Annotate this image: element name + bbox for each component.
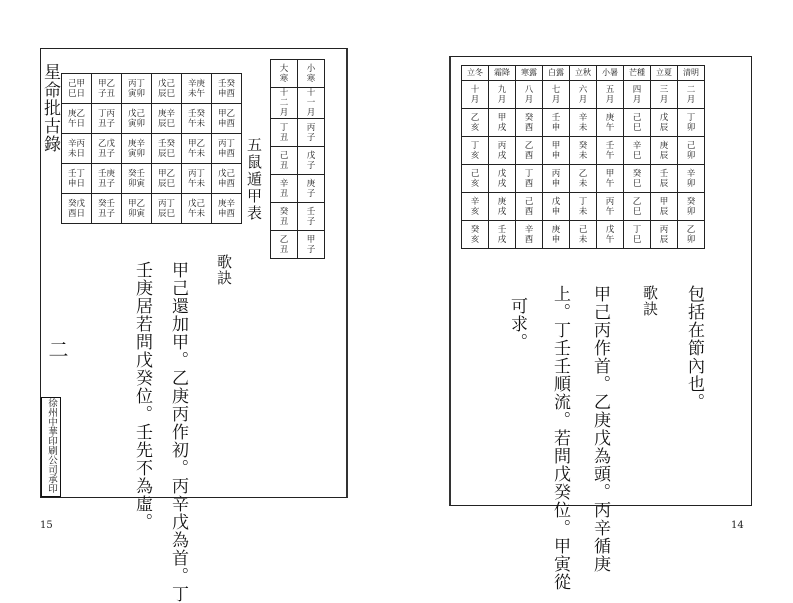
- header-cell: 清明: [678, 66, 705, 81]
- months-cell: 壬 子: [298, 203, 325, 231]
- month-cell: 四 月: [624, 81, 651, 109]
- table-cell: 甲 戌: [489, 109, 516, 137]
- grid-cell: 壬丁 申日: [62, 164, 92, 194]
- table-cell: 己 未: [570, 221, 597, 249]
- grid-cell: 戊己 辰巳: [152, 74, 182, 104]
- grid-cell: 丙丁 辰巳: [152, 194, 182, 224]
- grid-cell: 甲乙 午未: [182, 134, 212, 164]
- months-cell: 大 寒: [271, 60, 298, 88]
- months-row: [271, 147, 325, 175]
- grid-cell: 壬庚 丑子: [92, 164, 122, 194]
- grid-cell: 庚乙 午日: [62, 104, 92, 134]
- table-row: [462, 221, 705, 249]
- table-cell: 庚 辰: [651, 137, 678, 165]
- page-number: 14: [731, 520, 744, 531]
- month-cell: 八 月: [516, 81, 543, 109]
- header-cell: 立夏: [651, 66, 678, 81]
- grid-cell: 辛庚 未午: [182, 74, 212, 104]
- table-cell: 丙 午: [597, 193, 624, 221]
- months-cell: 庚 子: [298, 175, 325, 203]
- table-cell: 丁 未: [570, 193, 597, 221]
- table-cell: 乙 巳: [624, 193, 651, 221]
- grid-cell: 甲乙 申酉: [212, 104, 242, 134]
- verse-column: 可求。: [507, 297, 527, 351]
- song-label: 歌訣: [641, 285, 659, 317]
- month-cell: 三 月: [651, 81, 678, 109]
- table-cell: 壬 申: [543, 109, 570, 137]
- months-row: [271, 231, 325, 259]
- header-cell: 寒露: [516, 66, 543, 81]
- table-cell: 辛 卯: [678, 165, 705, 193]
- month-cell: 七 月: [543, 81, 570, 109]
- table-cell: 辛 未: [570, 109, 597, 137]
- table-cell: 丁 酉: [516, 165, 543, 193]
- table-cell: 己 巳: [624, 109, 651, 137]
- table-cell: 甲 辰: [651, 193, 678, 221]
- grid-cell: 丙丁 寅卯: [122, 74, 152, 104]
- grid-cell: 辛丙 未日: [62, 134, 92, 164]
- grid-row: [62, 194, 242, 224]
- grid-cell: 甲乙 卯寅: [122, 194, 152, 224]
- months-table: [270, 59, 325, 259]
- table-cell: 癸 酉: [516, 109, 543, 137]
- table-cell: 庚 戌: [489, 193, 516, 221]
- table-cell: 己 亥: [462, 165, 489, 193]
- months-cell: 十 二 月: [271, 88, 298, 119]
- grid-cell: 癸壬 丑子: [92, 194, 122, 224]
- grid-cell: 戊己 寅卯: [122, 104, 152, 134]
- header-cell: 霜降: [489, 66, 516, 81]
- grid-cell: 甲乙 辰巳: [152, 164, 182, 194]
- grid-cell: 乙戊 丑子: [92, 134, 122, 164]
- running-title: 星命批古錄: [40, 63, 60, 153]
- grid-cell: 庚辛 申酉: [212, 194, 242, 224]
- table-cell: 丙 申: [543, 165, 570, 193]
- table-row: [462, 137, 705, 165]
- table-cell: 己 酉: [516, 193, 543, 221]
- table-cell: 癸 亥: [462, 221, 489, 249]
- month-cell: 六 月: [570, 81, 597, 109]
- table-row: [462, 109, 705, 137]
- verse-column: 上。丁壬壬順流。若問戊癸位。甲寅從: [550, 285, 570, 591]
- months-cell: 小 寒: [298, 60, 325, 88]
- table-cell: 癸 卯: [678, 193, 705, 221]
- months-cell: 乙 丑: [271, 231, 298, 259]
- verse-column: 甲己丙作首。乙庚戊為頭。丙辛循庚: [590, 285, 610, 573]
- months-row: [271, 203, 325, 231]
- table-cell: 戊 戌: [489, 165, 516, 193]
- table-cell: 癸 巳: [624, 165, 651, 193]
- months-cell: 戊 子: [298, 147, 325, 175]
- month-cell: 十 月: [462, 81, 489, 109]
- printer-stamp: [41, 397, 61, 497]
- verse-column: 甲己還加甲。乙庚丙作初。丙辛戊為首。丁: [168, 261, 188, 603]
- table-row: [462, 193, 705, 221]
- table-cell: 癸 未: [570, 137, 597, 165]
- table-cell: 丙 辰: [651, 221, 678, 249]
- table-cell: 乙 酉: [516, 137, 543, 165]
- grid-row: [62, 74, 242, 104]
- grid-cell: 丙丁 申酉: [212, 134, 242, 164]
- month-row: [462, 81, 705, 109]
- months-cell: 癸 丑: [271, 203, 298, 231]
- months-cell: 丁 丑: [271, 119, 298, 147]
- table-cell: 戊 辰: [651, 109, 678, 137]
- table-cell: 甲 申: [543, 137, 570, 165]
- table-cell: 壬 戌: [489, 221, 516, 249]
- grid-cell: 戊己 申酉: [212, 164, 242, 194]
- grid-cell: 丁丙 丑子: [92, 104, 122, 134]
- verse-column: 壬庚居若問戊癸位。壬先不為虛。: [132, 261, 152, 531]
- table-cell: 丁 巳: [624, 221, 651, 249]
- stem-branch-grid: [61, 73, 242, 224]
- months-cell: 十 一 月: [298, 88, 325, 119]
- table-cell: 壬 午: [597, 137, 624, 165]
- grid-row: [62, 164, 242, 194]
- table-cell: 己 卯: [678, 137, 705, 165]
- table-cell: 辛 酉: [516, 221, 543, 249]
- grid-cell: 壬癸 午未: [182, 104, 212, 134]
- month-cell: 五 月: [597, 81, 624, 109]
- months-cell: 己 丑: [271, 147, 298, 175]
- table-cell: 戊 申: [543, 193, 570, 221]
- header-cell: 立秋: [570, 66, 597, 81]
- table-cell: 庚 申: [543, 221, 570, 249]
- chapter-mark: 二: [45, 339, 69, 359]
- grid-cell: 庚辛 辰巳: [152, 104, 182, 134]
- header-cell: 芒種: [624, 66, 651, 81]
- table-cell: 庚 午: [597, 109, 624, 137]
- solar-terms-table: [461, 65, 705, 249]
- table-cell: 乙 未: [570, 165, 597, 193]
- header-cell: 小暑: [597, 66, 624, 81]
- table-cell: 丙 戌: [489, 137, 516, 165]
- grid-cell: 癸戊 酉日: [62, 194, 92, 224]
- text-column: 包括在節內也。: [684, 285, 704, 411]
- header-cell: 立冬: [462, 66, 489, 81]
- grid-cell: 壬癸 申酉: [212, 74, 242, 104]
- months-cell: 甲 子: [298, 231, 325, 259]
- grid-row: [62, 104, 242, 134]
- table-cell: 丁 卯: [678, 109, 705, 137]
- month-cell: 九 月: [489, 81, 516, 109]
- months-row: [271, 119, 325, 147]
- month-cell: 二 月: [678, 81, 705, 109]
- grid-cell: 戊己 午未: [182, 194, 212, 224]
- grid-cell: 癸壬 卯寅: [122, 164, 152, 194]
- table-cell: 辛 巳: [624, 137, 651, 165]
- grid-cell: 庚辛 寅卯: [122, 134, 152, 164]
- table-title: 五鼠遁甲表: [245, 137, 263, 222]
- table-cell: 甲 午: [597, 165, 624, 193]
- table-cell: 壬 辰: [651, 165, 678, 193]
- months-cell: 辛 丑: [271, 175, 298, 203]
- grid-cell: 己甲 巳日: [62, 74, 92, 104]
- table-cell: 戊 午: [597, 221, 624, 249]
- months-row: [271, 88, 325, 119]
- grid-cell: 甲乙 子丑: [92, 74, 122, 104]
- months-cell: 丙 子: [298, 119, 325, 147]
- page-number: 15: [40, 520, 53, 531]
- grid-row: [62, 134, 242, 164]
- grid-cell: 丙丁 午未: [182, 164, 212, 194]
- table-row: [462, 165, 705, 193]
- table-cell: 乙 亥: [462, 109, 489, 137]
- song-label: 歌訣: [215, 254, 233, 286]
- header-cell: 白露: [543, 66, 570, 81]
- months-row: [271, 60, 325, 88]
- months-row: [271, 175, 325, 203]
- grid-cell: 壬癸 辰巳: [152, 134, 182, 164]
- table-cell: 乙 卯: [678, 221, 705, 249]
- table-cell: 丁 亥: [462, 137, 489, 165]
- table-cell: 辛 亥: [462, 193, 489, 221]
- printer-stamp-text: 徐州中華印刷公司承印: [46, 398, 57, 493]
- header-row: [462, 66, 705, 81]
